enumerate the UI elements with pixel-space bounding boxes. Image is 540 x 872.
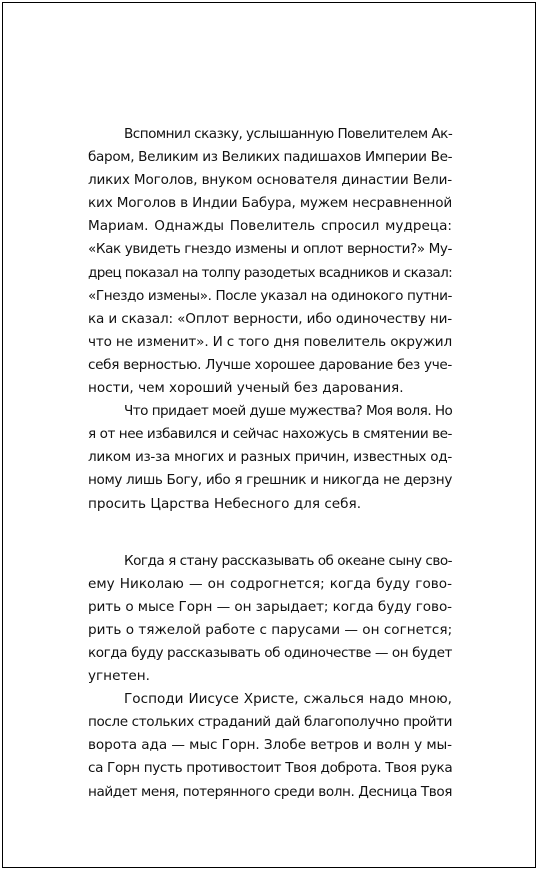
text-line: Когда я стану рассказывать об океане сыну сво- [124,552,452,569]
text-line: рить о мысе Горн — он зарыдает; когда буду гово- [88,598,452,615]
text-line: себя верностью. Лучше хорошее дарование без уче- [88,356,452,373]
text-line: угнетен. [88,668,150,685]
paragraph-akbar-tale [88,123,452,400]
text-line: ликом из-за многих и разных причин, известных од- [88,449,452,466]
text-line: ному лишь Богу, ибо я грешник и никогда не дерзну [88,472,452,489]
text-line: ликих Моголов, внуком основателя династии Вели- [88,172,452,189]
paragraph-courage [88,400,452,515]
text-line: что не изменит». И с того дня повелитель окружил [88,333,452,350]
text-line: са Горн пусть противостоит Твоя доброта. Твоя рука [88,760,453,777]
text-line: ему Николаю — он содрогнется; когда буду гово- [88,575,452,592]
text-line: ких Моголов в Индии Бабура, мужем несравненной [88,195,453,212]
text-line: Мариам. Однажды Повелитель спросил мудреца: [88,218,452,235]
text-line: я от нее избавился и сейчас нахожусь в смятении ве- [88,426,452,443]
text-line: когда буду рассказывать об одиночестве — он будет [88,644,452,661]
text-line: Что придает моей душе мужества? Моя воля. Но [124,403,453,420]
text-line: ка и сказал: «Оплот верности, ибо одиночеству ни- [88,310,452,327]
body-text [88,123,452,804]
text-line: просить Царства Небесного для себя. [88,495,362,512]
text-line: дрец показал на толпу разодетых всадников и сказал: [88,264,453,281]
text-line: найдет меня, потерянного среди волн. Десница Твоя [88,783,453,800]
paragraph-prayer [88,688,452,803]
paragraph-son-nikolai [88,550,452,689]
text-line: ности, чем хороший ученый без дарования. [88,380,404,397]
text-line: Господи Иисусе Христе, сжалься надо мною, [124,691,452,708]
text-line: после стольких страданий дай благополучно пройти [88,714,452,731]
section-break [88,516,452,550]
text-line: «Гнездо измены». После указал на одинокого путни- [88,287,453,304]
text-line: «Как увидеть гнездо измены и оплот верности?» Му- [88,241,452,258]
text-line: ворота ада — мыс Горн. Злобе ветров и волн у мы- [88,737,452,754]
text-line: баром, Великим из Великих падишахов Империи Ве- [88,149,453,166]
text-line: рить о тяжелой работе с парусами — он согнется; [88,621,453,638]
text-line: Вспомнил сказку, услышанную Повелителем Ак- [124,126,453,142]
